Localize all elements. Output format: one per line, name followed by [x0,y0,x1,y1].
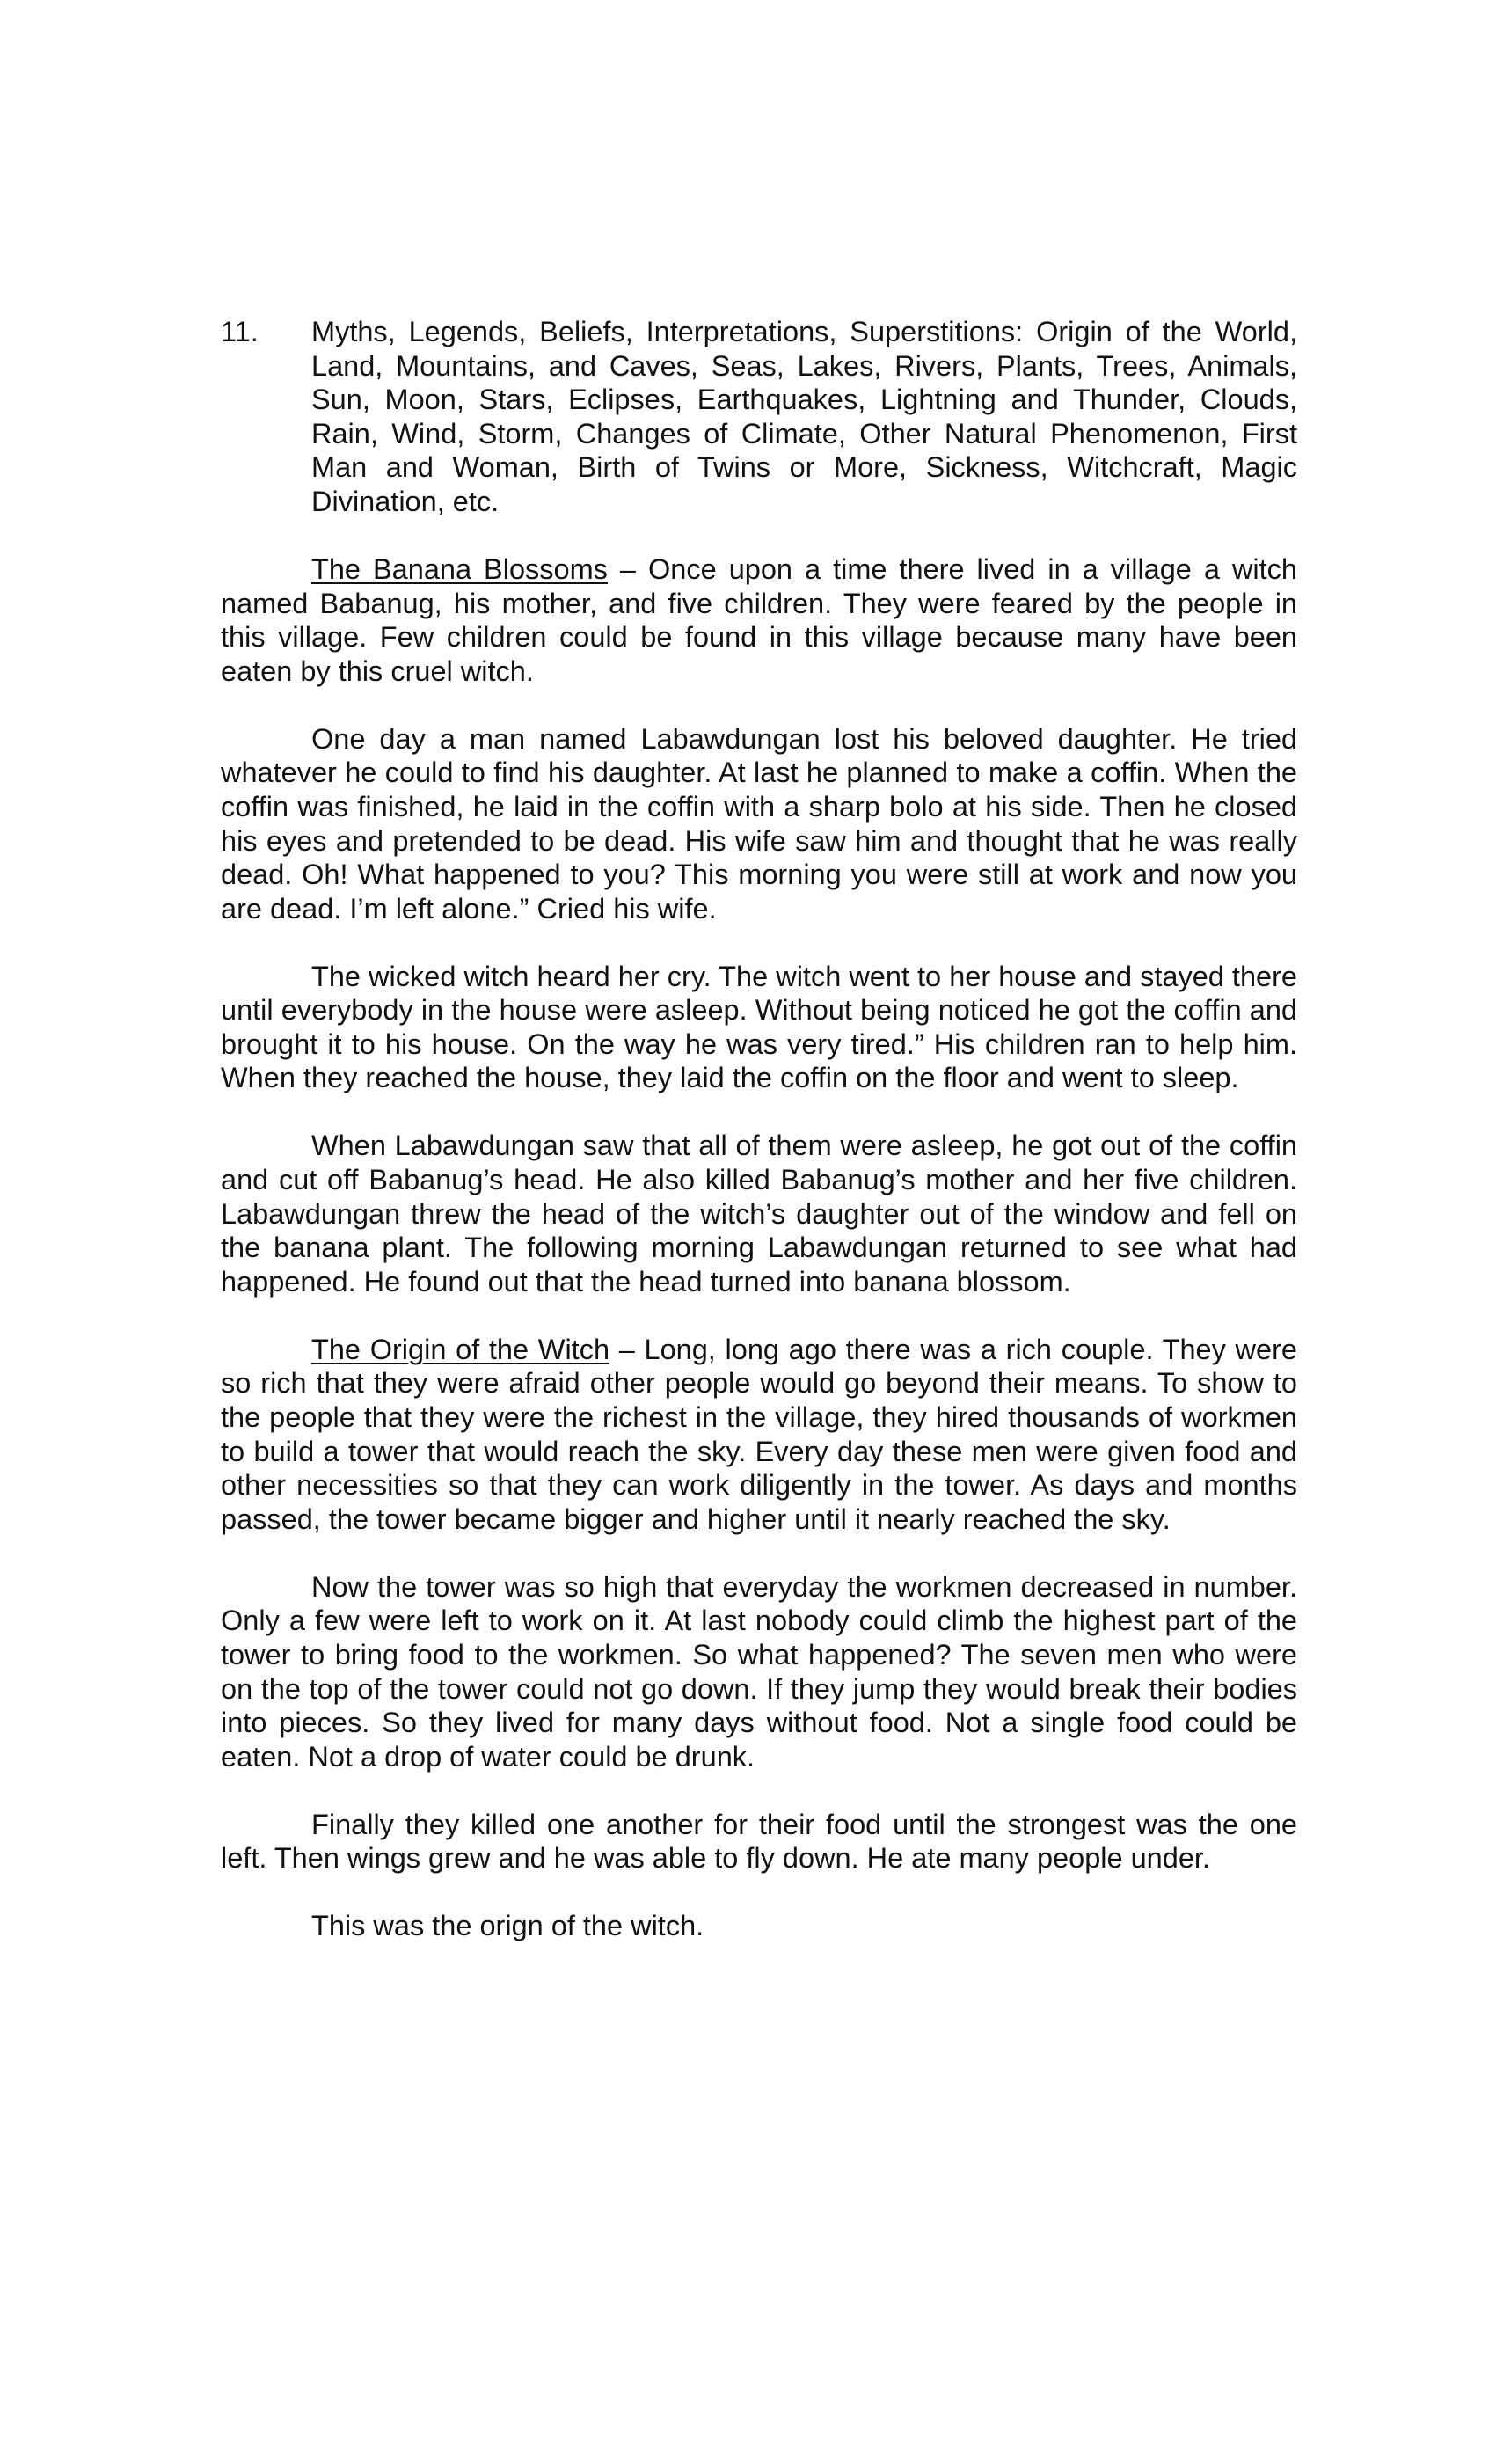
paragraph-strongest-left [221,1808,1297,1875]
story-title-banana-blossoms: The Banana Blossoms [311,552,608,585]
paragraph-text: – Once upon a time there lived in a village a witch named Babanug, his mother, and five children. They were feared by the people in this village. Few children could be found in this village because many have been eaten by this cruel witch. [221,552,1298,687]
paragraph-banana-blossom-ending [221,1129,1297,1298]
paragraph-text: Now the tower was so high that everyday the workmen decreased in number. Only a few were left to work on it. At last nobody could climb the highest part of the tower to bring food to the workmen. So what happened? The seven men who were on the top of the tower could not go down. If they jump they would break their bodies into pieces. So they lived for many days without food. Not a single food could be eaten. Not a drop of water could be drunk. [221,1570,1297,1773]
document-body [221,315,1297,1943]
section-heading-text: Myths, Legends, Beliefs, Interpretations, Superstitions: Origin of the World, Land, Mountains, and Caves, Seas, Lakes, Rivers, Plants, Trees, Animals, Sun, Moon, Stars, Eclipses, Earthquakes, Lightning and Thunder, Clouds, Rain, Wind, Storm, Changes of Climate, Other Natural Phenomenon, First Man and Woman, Birth of Twins or More, Sickness, Witchcraft, Magic Divination, etc. [311,316,1297,517]
paragraph-witch-heard-cry [221,960,1297,1095]
paragraph-closing-line [221,1909,1297,1943]
section-heading [221,315,1297,519]
paragraph-text: One day a man named Labawdungan lost his beloved daughter. He tried whatever he could to find his daughter. At last he planned to make a coffin. When the coffin was finished, he laid in the coffin with a sharp bolo at his side. Then he closed his eyes and pretended to be dead. His wife saw him and thought that he was really dead. Oh! What happened to you? This morning you were still at work and now you are dead. I’m left alone.” Cried his wife. [221,722,1297,925]
paragraph-banana-blossoms [221,552,1297,688]
story-title-origin-of-witch: The Origin of the Witch [311,1333,610,1365]
paragraph-text: This was the orign of the witch. [311,1910,704,1942]
paragraph-labawdungan-coffin [221,722,1297,926]
paragraph-text: When Labawdungan saw that all of them were asleep, he got out of the coffin and cut off Babanug’s head. He also killed Babanug’s mother and her five children. Labawdungan threw the head of the witch’s daughter out of the window and fell on the banana plant. The following morning Labawdungan returned to see what had happened. He found out that the head turned into banana blossom. [221,1130,1297,1298]
paragraph-text: – Long, long ago there was a rich couple. They were so rich that they were afraid other people would go beyond their means. To show to the people that they were the richest in the village, they hired thousands of workmen to build a tower that would reach the sky. Every day these men were given food and other necessities so that they can work diligently in the tower. As days and months passed, the tower became bigger and higher until it nearly reached the sky. [221,1333,1297,1535]
section-number: 11. [221,316,259,347]
paragraph-text: Finally they killed one another for their food until the strongest was the one left. Then wings grew and he was able to fly down. He ate many people under. [221,1808,1297,1875]
paragraph-origin-of-witch [221,1333,1297,1537]
paragraph-tower-workmen [221,1570,1297,1774]
paragraph-text: The wicked witch heard her cry. The witch went to her house and stayed there until everybody in the house were asleep. Without being noticed he got the coffin and brought it to his house. On the way he was very tired.” His children ran to help him. When they reached the house, they laid the coffin on the floor and went to sleep. [221,960,1297,1094]
